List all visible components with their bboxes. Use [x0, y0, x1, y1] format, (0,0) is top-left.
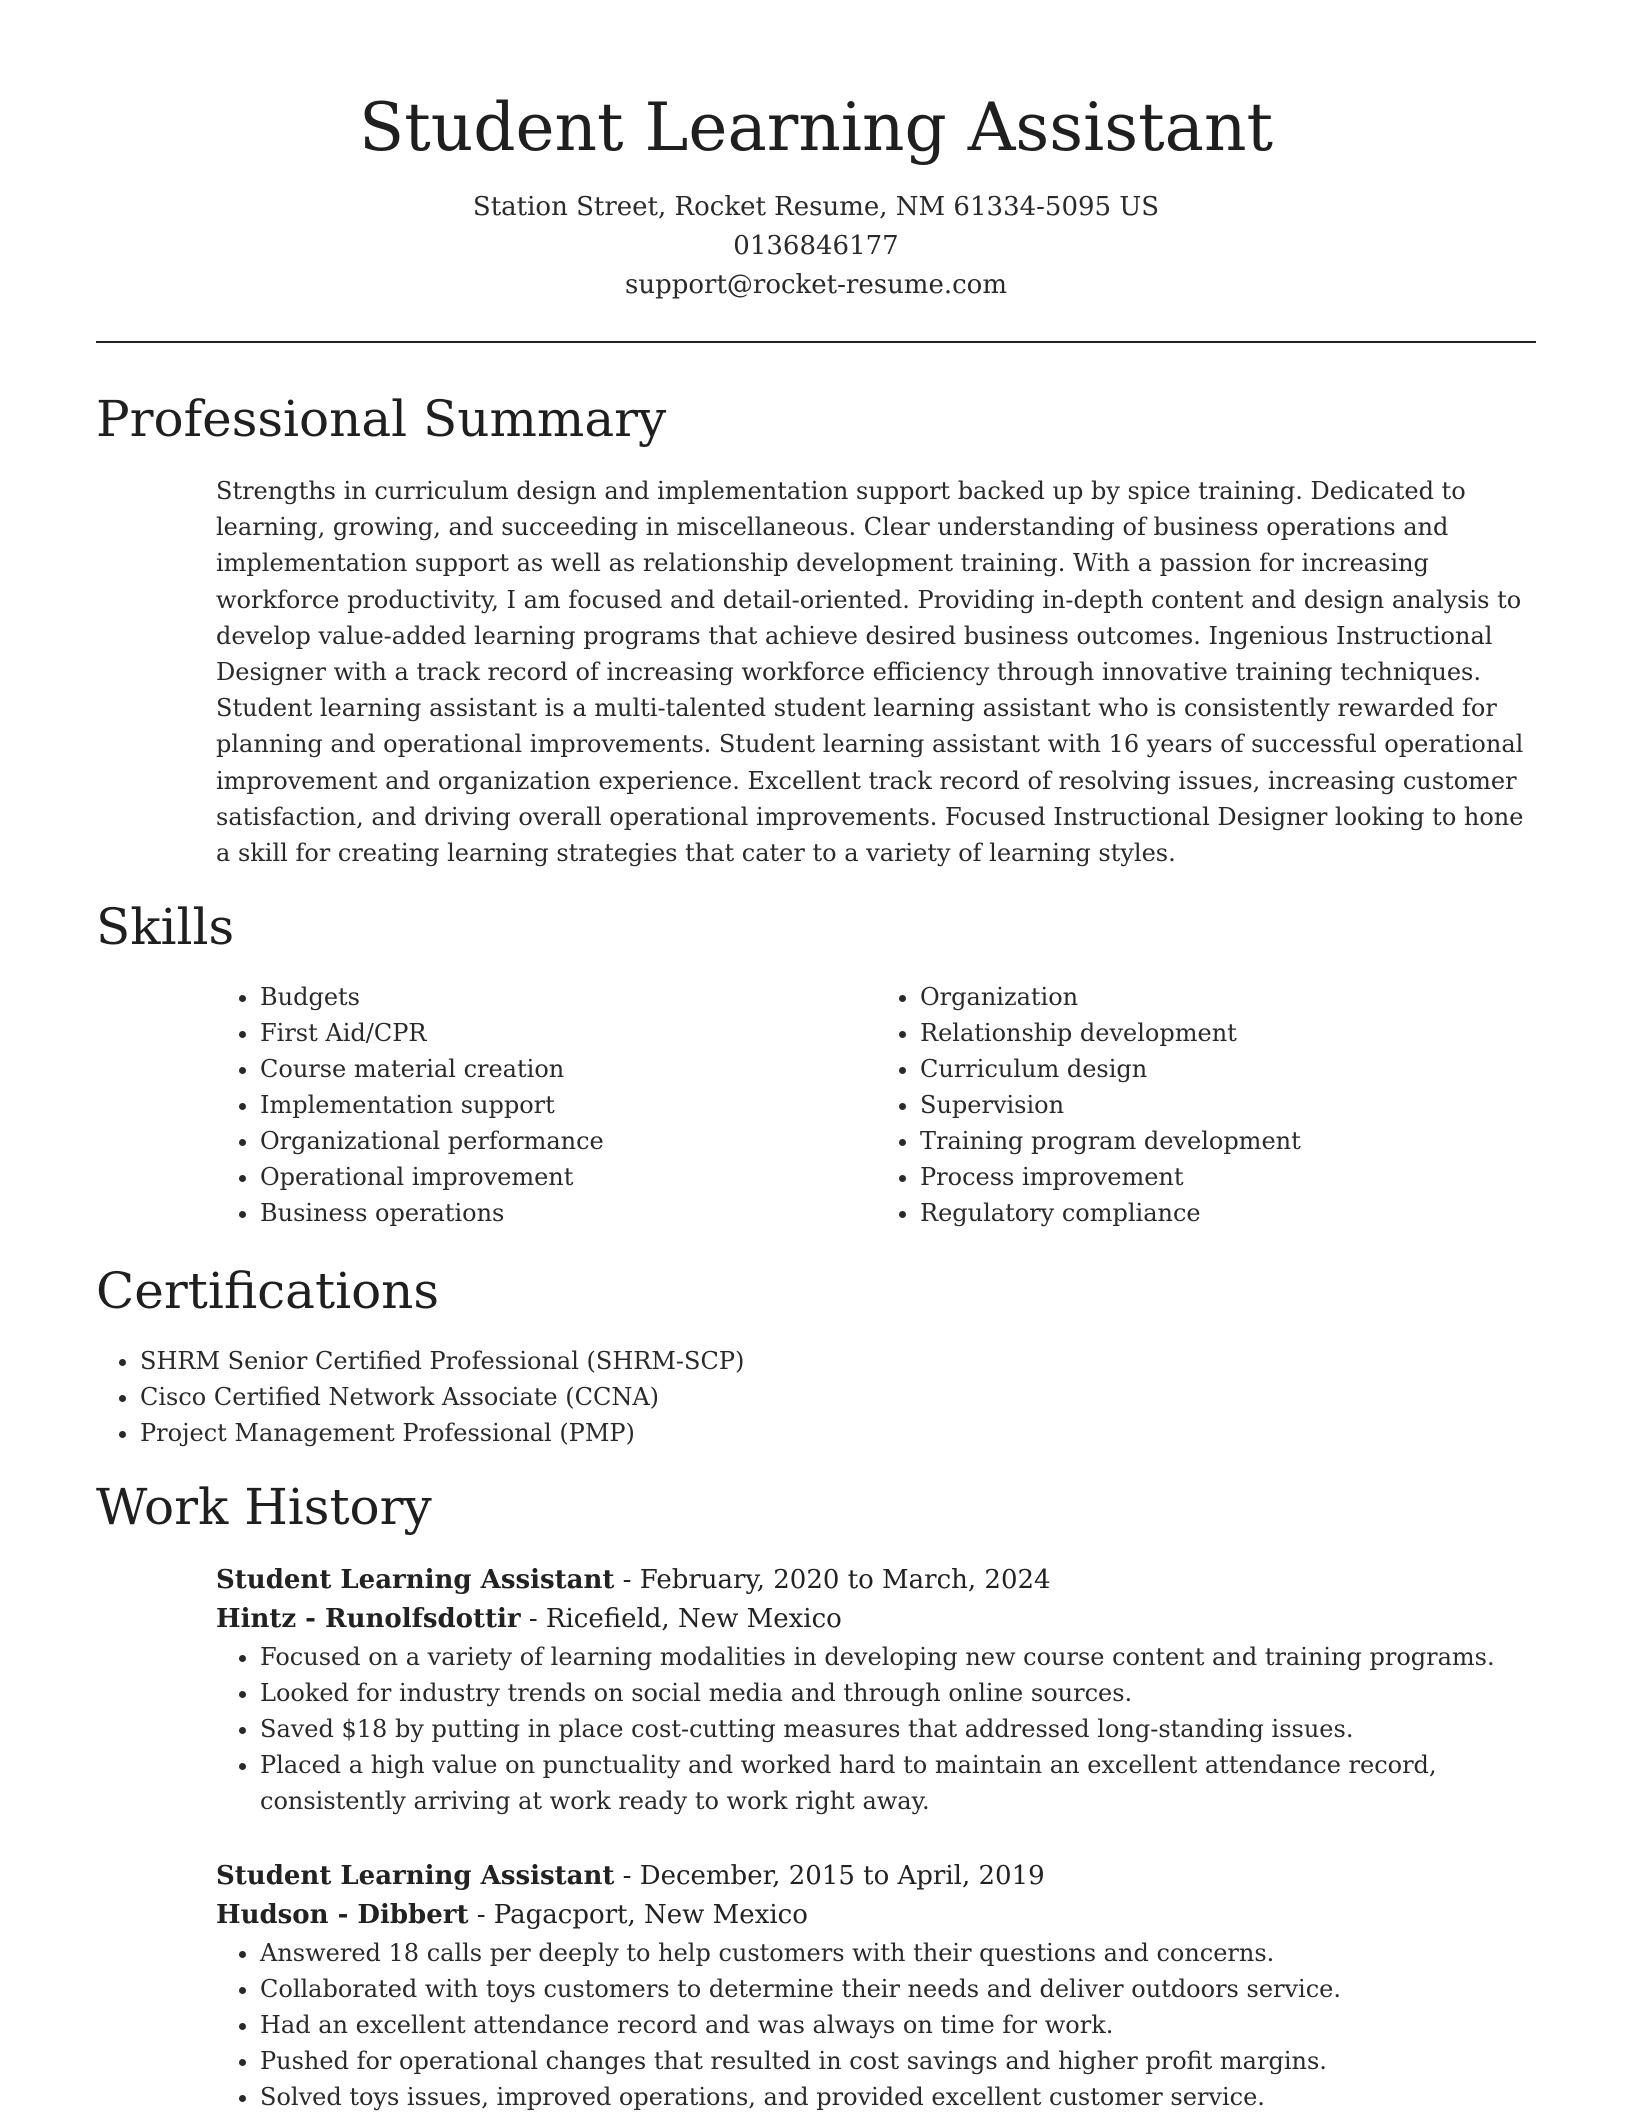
contact-address: Station Street, Rocket Resume, NM 61334-5095 US [472, 192, 1160, 222]
job-dates: - February, 2020 to March, 2024 [614, 1565, 1051, 1596]
skill-item: • First Aid/CPR [260, 1015, 876, 1051]
job-bullet: • Solved toys issues, improved operations, and provided excellent customer service. [260, 2079, 1536, 2115]
certifications-list [96, 1343, 1536, 1451]
job-entry [216, 1561, 1536, 1819]
job-role: Student Learning Assistant [216, 1565, 615, 1596]
contact-phone: 0136846177 [733, 231, 899, 261]
skill-item: • Curriculum design [920, 1051, 1536, 1087]
job-bullet: • Looked for industry trends on social media and through online sources. [260, 1675, 1536, 1711]
resume-header [96, 0, 1536, 305]
certifications-section [96, 1259, 1536, 1451]
candidate-name: Student Learning Assistant [359, 89, 1273, 166]
skill-item: • Course material creation [260, 1051, 876, 1087]
skill-item: • Regulatory compliance [920, 1195, 1536, 1231]
skill-item: • Organization [920, 979, 1536, 1015]
skills-column-right [876, 979, 1536, 1231]
job-company-line [216, 1896, 1536, 1935]
contact-block [96, 188, 1536, 305]
certification-item: • Cisco Certified Network Associate (CCNA) [140, 1379, 1536, 1415]
skill-item: • Budgets [260, 979, 876, 1015]
resume-page [96, 0, 1536, 2115]
work-history-section [96, 1475, 1536, 2115]
job-role: Student Learning Assistant [216, 1861, 615, 1892]
skill-item: • Organizational performance [260, 1123, 876, 1159]
job-bullet: • Focused on a variety of learning modalities in developing new course content and training programs. [260, 1639, 1536, 1675]
section-title-summary: Professional Summary [96, 390, 667, 448]
job-bullet: • Pushed for operational changes that resulted in cost savings and higher profit margins. [260, 2043, 1536, 2079]
job-title-line [216, 1561, 1536, 1600]
skill-item: • Supervision [920, 1087, 1536, 1123]
skill-item: • Relationship development [920, 1015, 1536, 1051]
skill-item: • Operational improvement [260, 1159, 876, 1195]
job-company: Hudson - Dibbert [216, 1900, 469, 1931]
contact-email: support@rocket-resume.com [624, 270, 1007, 300]
job-location: - Ricefield, New Mexico [520, 1604, 842, 1635]
job-company: Hintz - Runolfsdottir [216, 1604, 521, 1635]
job-bullet: • Answered 18 calls per deeply to help customers with their questions and concerns. [260, 1935, 1536, 1971]
header-divider [96, 341, 1536, 343]
summary-text: Strengths in curriculum design and implementation support backed up by spice training. Dedicated to learning, growing, and succeeding in miscellaneous. Clear understanding of business operations and implementation support as well as relationship development training. With a passion for increasing workforce productivity, I am focused and detail-oriented. Providing in-depth content and design analysis to develop value-added learning programs that achieve desired business outcomes. Ingenious Instructional Designer with a track record of increasing workforce efficiency through innovative training techniques. Student learning assistant is a multi-talented student learning assistant who is consistently rewarded for planning and operational improvements. Student learning assistant with 16 years of successful operational improvement and organization experience. Excellent track record of resolving issues, increasing customer satisfaction, and driving overall operational improvements. Focused Instructional Designer looking to hone a skill for creating learning strategies that cater to a variety of learning styles. [216, 477, 1524, 868]
job-bullets [216, 1935, 1536, 2115]
job-entry [216, 1857, 1536, 2115]
professional-summary-section [96, 387, 1536, 871]
job-bullet: • Saved $18 by putting in place cost-cutting measures that addressed long-standing issues. [260, 1711, 1536, 1747]
job-bullets [216, 1639, 1536, 1819]
section-title-certifications: Certifications [96, 1262, 440, 1321]
certification-item: • Project Management Professional (PMP) [140, 1415, 1536, 1451]
section-title-work-history: Work History [96, 1478, 432, 1537]
skills-grid [216, 979, 1536, 1231]
skill-item: • Implementation support [260, 1087, 876, 1123]
skills-column-left [216, 979, 876, 1231]
section-title-skills: Skills [96, 898, 235, 957]
job-bullet: • Collaborated with toys customers to determine their needs and deliver outdoors service. [260, 1971, 1536, 2007]
skill-item: • Training program development [920, 1123, 1536, 1159]
job-title-line [216, 1857, 1536, 1896]
job-bullet: • Had an excellent attendance record and was always on time for work. [260, 2007, 1536, 2043]
skill-item: • Process improvement [920, 1159, 1536, 1195]
job-bullet: • Placed a high value on punctuality and worked hard to maintain an excellent attendance record, consistently arriving at work ready to work right away. [260, 1747, 1536, 1819]
certification-item: • SHRM Senior Certified Professional (SHRM-SCP) [140, 1343, 1536, 1379]
job-location: - Pagacport, New Mexico [468, 1900, 808, 1931]
job-company-line [216, 1600, 1536, 1639]
skill-item: • Business operations [260, 1195, 876, 1231]
skills-section [96, 895, 1536, 1231]
job-dates: - December, 2015 to April, 2019 [614, 1861, 1045, 1892]
